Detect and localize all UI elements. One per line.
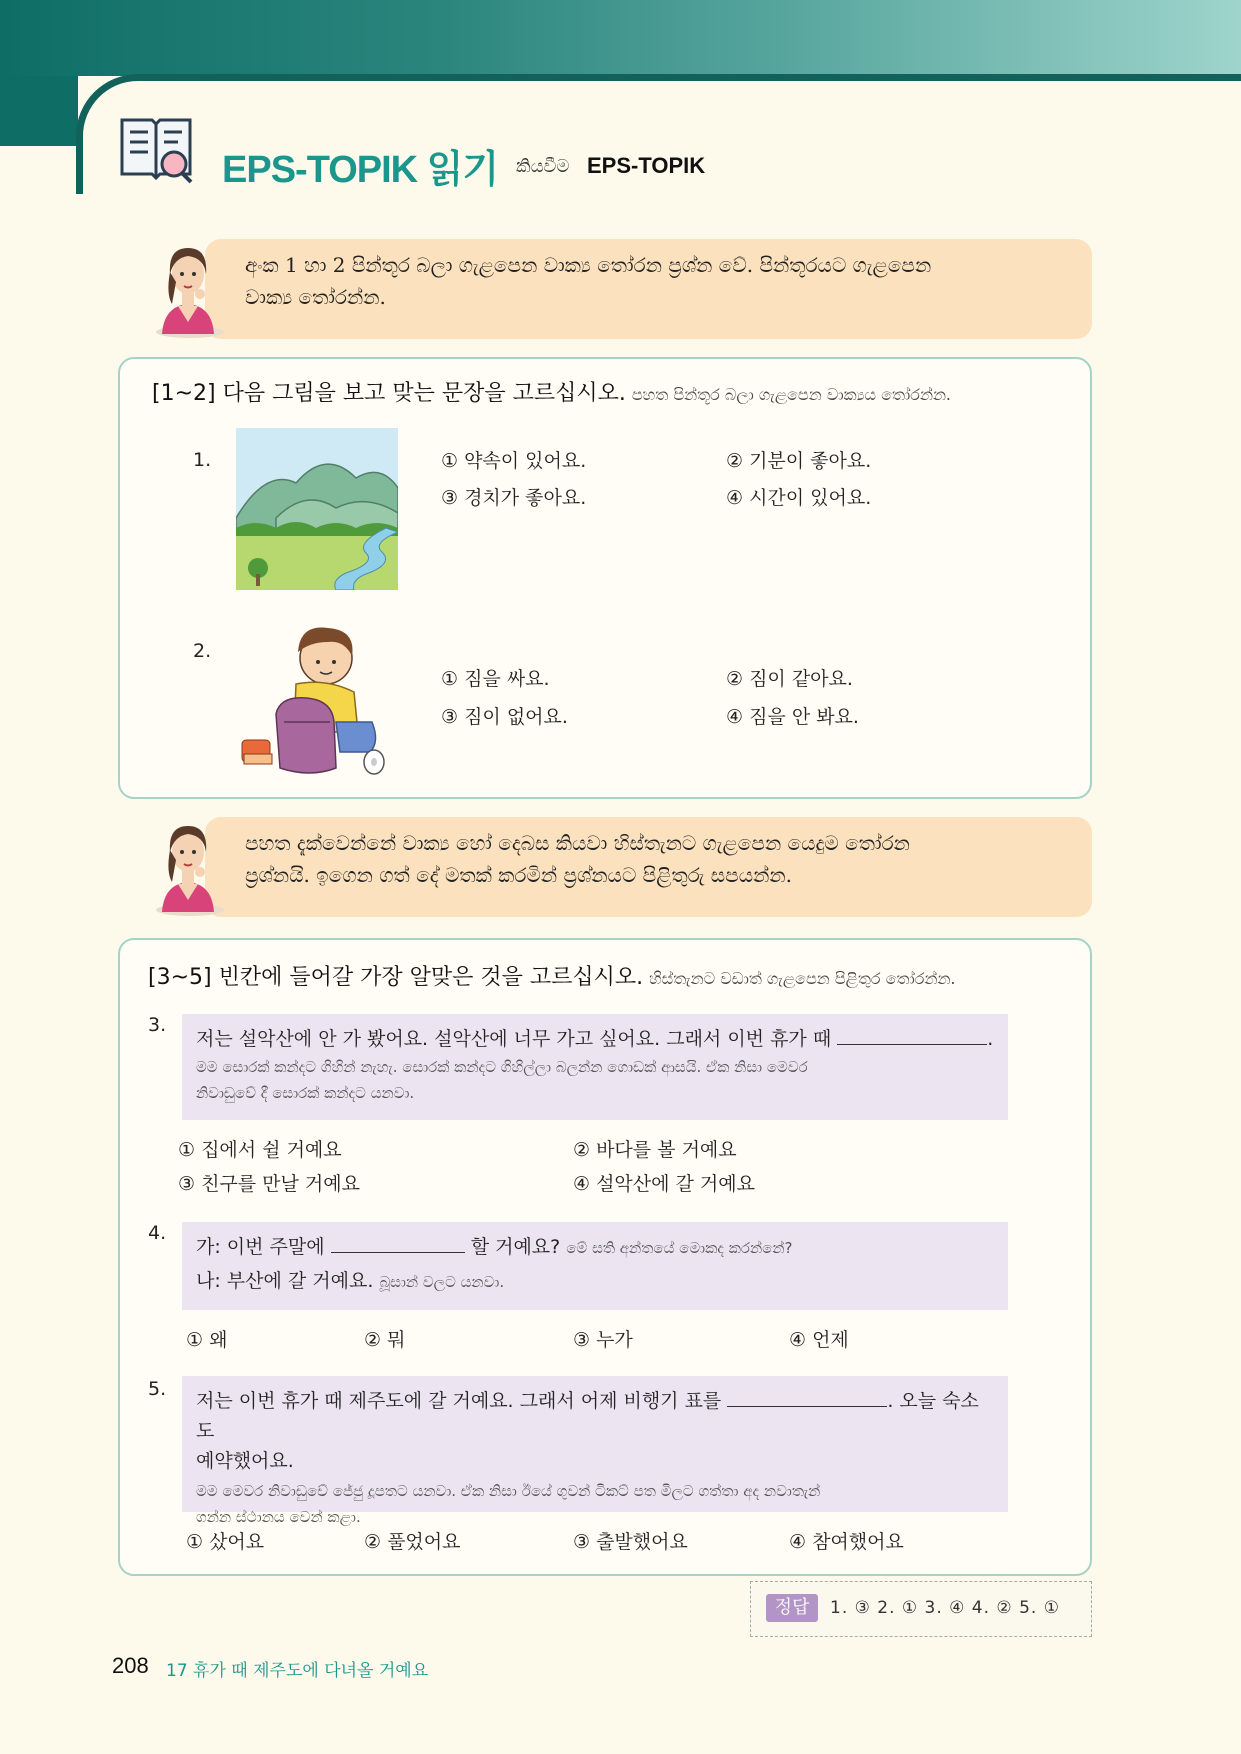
q2-option-3[interactable]: ③ 짐이 없어요. xyxy=(441,706,568,728)
teacher-avatar xyxy=(148,234,228,338)
q1-option-2[interactable]: ② 기분이 좋아요. xyxy=(726,450,872,472)
landscape-image xyxy=(236,428,398,590)
q3-sinhala-line1: මම සොරක් කන්දට ගිහින් නැහැ. සොරක් කන්දට ගිහිල්ලා බලන්න ගොඩක් ආසයි. ඒක නිසා මෙවර xyxy=(196,1058,808,1076)
q2-option-1[interactable]: ① 짐을 싸요. xyxy=(441,668,550,690)
q5-option-2[interactable]: ② 풀었어요 xyxy=(364,1531,461,1553)
q4-b: 나: 부산에 갈 거예요. xyxy=(196,1270,374,1292)
section-1-title-si: පහත පින්තූර බලා ගැළපෙන වාක්‍යය තෝරන්න. xyxy=(631,385,952,404)
instruction-box-2 xyxy=(205,817,1092,917)
instruction-1-line2: වාක්‍ය තෝරන්න. xyxy=(245,285,386,309)
q4-option-1[interactable]: ① 왜 xyxy=(186,1329,228,1351)
q4-line-a xyxy=(196,1232,994,1262)
header-band-left xyxy=(0,76,78,146)
q4-option-4[interactable]: ④ 언제 xyxy=(789,1329,849,1351)
q1-option-1[interactable]: ① 약속이 있어요. xyxy=(441,450,587,472)
q5-korean-line1 xyxy=(196,1386,994,1446)
q4-a-sinhala: මේ සති අන්තයේ මොකද කරන්නේ? xyxy=(566,1239,793,1257)
q5-sinhala-line1: මම මෙවර නිවාඩුවේ ජේජු දූපතට යනවා. ඒක නිසා ඊයේ ගුවන් ටිකට් පත මිලට ගත්තා අද නවාතැන් xyxy=(196,1482,821,1500)
q1-option-3[interactable]: ③ 경치가 좋아요. xyxy=(441,487,587,509)
q4-blank xyxy=(331,1234,465,1253)
page-title: EPS-TOPIK 읽기 xyxy=(222,149,499,191)
instruction-box-1 xyxy=(205,239,1092,339)
q5-korean: 저는 이번 휴가 때 제주도에 갈 거예요. 그래서 어제 비행기 표를 xyxy=(196,1390,722,1412)
q5-option-1[interactable]: ① 샀어요 xyxy=(186,1531,265,1553)
q4-a-suffix: 할 거예요? xyxy=(470,1236,561,1258)
q3-blank xyxy=(837,1026,987,1045)
packing-boy-image xyxy=(240,622,398,782)
question-5-number: 5. xyxy=(148,1378,167,1400)
section-1-title xyxy=(152,376,951,407)
page-number: 208 xyxy=(112,1653,149,1678)
q3-option-2[interactable]: ② 바다를 볼 거예요 xyxy=(573,1139,737,1161)
q5-option-4[interactable]: ④ 참여했어요 xyxy=(789,1531,904,1553)
book-search-icon xyxy=(118,112,196,190)
q3-sinhala-line2: නිවාඩුවේ දී සොරක් කන්දට යනවා. xyxy=(196,1084,415,1102)
q4-a-prefix: 가: 이번 주말에 xyxy=(196,1236,325,1258)
q1-option-4[interactable]: ④ 시간이 있어요. xyxy=(726,487,872,509)
question-3-number: 3. xyxy=(148,1014,167,1036)
q5-korean-line2: 예약했어요. xyxy=(196,1450,294,1472)
q3-end: . xyxy=(987,1028,994,1050)
instruction-1-line1: අංක 1 හා 2 පින්තූර බලා ගැළපෙන වාක්‍ය තෝරන ප්‍රශ්න වේ. පින්තූරයට ගැළපෙන xyxy=(245,253,932,277)
section-2-title xyxy=(148,960,956,991)
q2-option-4[interactable]: ④ 짐을 안 봐요. xyxy=(726,706,859,728)
header-band xyxy=(0,0,1241,76)
q4-b-sinhala: බූසාන් වලට යනවා. xyxy=(379,1273,505,1291)
q3-korean-text xyxy=(196,1024,994,1054)
question-4-number: 4. xyxy=(148,1222,167,1244)
question-3-passage xyxy=(182,1014,1008,1120)
q3-option-3[interactable]: ③ 친구를 만날 거예요 xyxy=(178,1173,360,1195)
instruction-2-line2: ප්‍රශ්නයි. ඉගෙන ගත් දේ මතක් කරමින් ප්‍රශ්නයට පිළිතුරු සපයන්න. xyxy=(245,863,792,887)
question-1-number: 1. xyxy=(193,449,212,471)
section-2-title-si: හිස්තැනට වඩාත් ගැළපෙන පිළිතුර තෝරන්න. xyxy=(649,969,956,988)
q4-line-b xyxy=(196,1266,994,1296)
question-2-number: 2. xyxy=(193,640,212,662)
teacher-avatar xyxy=(148,812,228,916)
q5-option-3[interactable]: ③ 출발했어요 xyxy=(573,1531,688,1553)
q5-blank xyxy=(727,1388,887,1407)
instruction-2-line1: පහත දැක්වෙන්නේ වාක්‍ය හෝ දෙබස කියවා හිස්තැනට ගැළපෙන යෙදුම තෝරන xyxy=(245,831,910,855)
q3-option-4[interactable]: ④ 설악산에 갈 거예요 xyxy=(573,1173,755,1195)
section-1-title-kr: [1~2] 다음 그림을 보고 맞는 문장을 고르십시오. xyxy=(152,381,626,406)
q5-suffix: . 오늘 숙소도 xyxy=(196,1390,979,1442)
question-5-passage xyxy=(182,1376,1008,1526)
q5-sinhala-line2: ගන්න ස්ථානය වෙන් කළා. xyxy=(196,1508,361,1526)
page-title-sinhala: කියවීම xyxy=(516,156,570,177)
section-2-title-kr: [3~5] 빈칸에 들어갈 가장 알맞은 것을 고르십시오. xyxy=(148,965,644,990)
question-4-dialogue xyxy=(182,1222,1008,1310)
q3-option-1[interactable]: ① 집에서 쉴 거예요 xyxy=(178,1139,342,1161)
q3-korean: 저는 설악산에 안 가 봤어요. 설악산에 너무 가고 싶어요. 그래서 이번 휴가 때 xyxy=(196,1028,832,1050)
answer-key-text: 1. ③ 2. ① 3. ④ 4. ② 5. ① xyxy=(830,1598,1060,1618)
page-title-english: EPS-TOPIK xyxy=(587,153,706,178)
q2-option-2[interactable]: ② 짐이 같아요. xyxy=(726,668,853,690)
q4-option-3[interactable]: ③ 누가 xyxy=(573,1329,633,1351)
chapter-title: 17 휴가 때 제주도에 다녀올 거예요 xyxy=(166,1661,429,1681)
q4-option-2[interactable]: ② 뭐 xyxy=(364,1329,406,1351)
answer-key-label: 정답 xyxy=(766,1594,818,1622)
